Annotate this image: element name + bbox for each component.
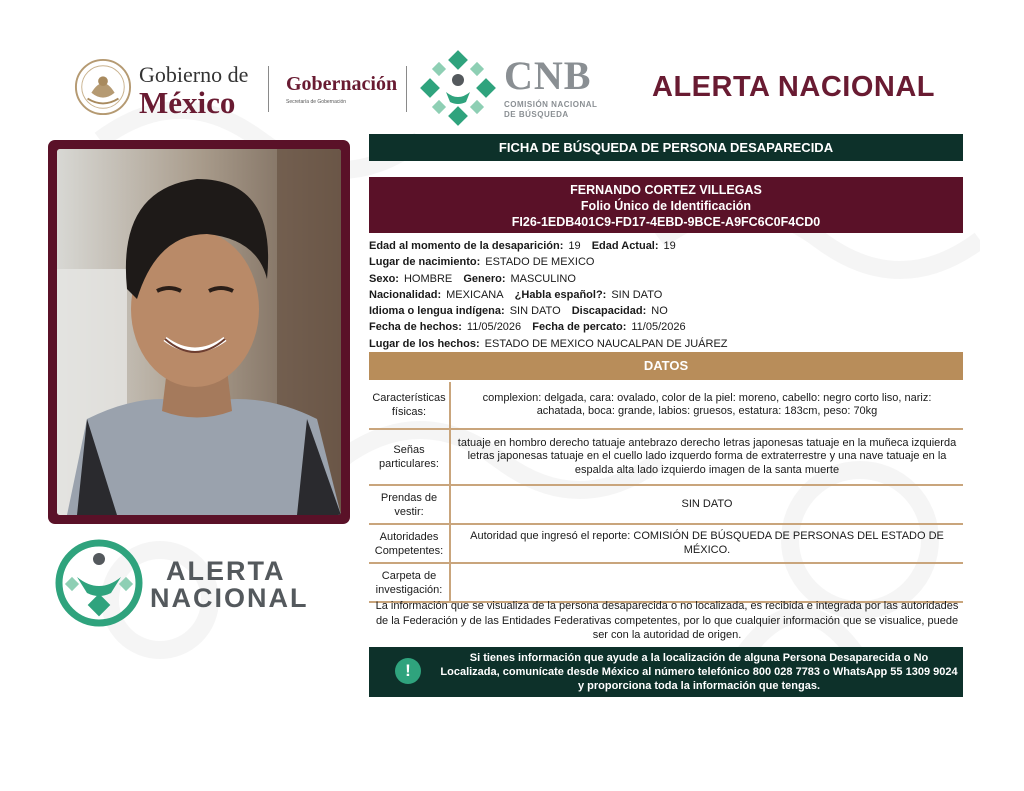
fecha-hechos-value: 11/05/2026: [466, 321, 522, 334]
cnb-line2: DE BÚSQUEDA: [504, 110, 569, 119]
lugar-hechos-label: Lugar de los hechos:: [369, 337, 480, 350]
habla-espanol-value: SIN DATO: [611, 288, 663, 301]
edad-actual-value: 19: [663, 240, 676, 252]
gobierno-de-mexico-logo: [139, 64, 248, 118]
folio-value: FI26-1EDB401C9-FD17-4EBD-9BCE-A9FC6C0F4CD0: [511, 215, 821, 229]
caracteristicas-label: Características físicas:: [369, 382, 451, 428]
alerta-logo-line2: NACIONAL: [150, 583, 309, 613]
person-photo: [57, 149, 341, 515]
sexo-value: HOMBRE: [403, 272, 453, 285]
datos-table: [369, 382, 963, 603]
alerta-logo-line1: ALERTA: [166, 556, 286, 586]
nacionalidad-value: MEXICANA: [446, 288, 504, 301]
carpeta-label: Carpeta de investigación:: [369, 564, 451, 601]
fecha-percato-label: Fecha de percato:: [532, 321, 627, 334]
info-row: [369, 336, 969, 352]
gob-line1: Gobierno de: [139, 62, 249, 87]
edad-actual-label: Edad Actual:: [591, 240, 659, 252]
alerta-nacional-logo-icon: [55, 539, 143, 627]
fecha-percato-value: 11/05/2026: [631, 321, 686, 334]
genero-label: Genero:: [463, 272, 506, 285]
info-row: [369, 254, 969, 270]
cnb-logo-icon: [420, 50, 496, 126]
cnb-acronym: CNB: [504, 53, 592, 98]
info-row: [369, 287, 969, 303]
person-info-block: [369, 238, 969, 352]
contact-bar: [369, 647, 963, 697]
prendas-value: SIN DATO: [681, 497, 733, 510]
table-row: [369, 525, 963, 564]
table-row: [369, 430, 963, 486]
nacionalidad-label: Nacionalidad:: [369, 288, 442, 301]
cnb-line1: COMISIÓN NACIONAL: [504, 100, 598, 109]
lugar-hechos-value: ESTADO DE MEXICO NAUCALPAN DE JUÁREZ: [484, 337, 728, 350]
idioma-value: SIN DATO: [509, 305, 561, 318]
info-row: [369, 319, 969, 335]
genero-value: MASCULINO: [510, 272, 576, 285]
person-portrait-icon: [57, 149, 341, 515]
info-row: [369, 238, 969, 254]
header-divider: [268, 66, 269, 112]
table-row: [369, 564, 963, 603]
edad-desaparicion-value: 19: [568, 240, 581, 252]
ficha-title-bar: FICHA DE BÚSQUEDA DE PERSONA DESAPARECIDA: [369, 134, 963, 161]
discapacidad-label: Discapacidad:: [571, 305, 647, 318]
senas-value: tatuaje en hombro derecho tatuaje antebrazo derecho letras japonesas tatuaje en la muñeca izquierda letras japonesas tatuaje en el cuello lado izquerdo forma de extraterrestre y una nave tatuaje en la espalda alta lado izquierdo imagen de la santa muerte: [457, 436, 957, 476]
person-name: FERNANDO CORTEZ VILLEGAS: [570, 183, 762, 197]
fecha-hechos-label: Fecha de hechos:: [369, 321, 462, 334]
person-photo-frame: [48, 140, 350, 524]
autoridades-value: Autoridad que ingresó el reporte: COMISIÓN DE BÚSQUEDA DE PERSONAS DEL ESTADO DE MÉXICO.: [470, 530, 944, 556]
datos-title-bar: DATOS: [369, 352, 963, 380]
table-row: [369, 486, 963, 525]
habla-espanol-label: ¿Habla español?:: [514, 288, 607, 301]
folio-label: Folio Único de Identificación: [580, 199, 752, 213]
gobernacion-subtitle: Secretaría de Gobernación: [286, 99, 347, 105]
alerta-nacional-logo-text: [150, 558, 309, 612]
gobernacion-title: Gobernación: [286, 73, 398, 95]
lugar-nacimiento-value: ESTADO DE MEXICO: [485, 256, 595, 269]
header-divider: [406, 66, 407, 112]
prendas-label: Prendas de vestir:: [369, 486, 451, 523]
idioma-label: Idioma o lengua indígena:: [369, 305, 505, 318]
table-row: [369, 382, 963, 430]
discapacidad-value: NO: [651, 305, 668, 318]
lugar-nacimiento-label: Lugar de nacimiento:: [369, 256, 481, 269]
info-row: [369, 271, 969, 287]
carpeta-value: [451, 564, 963, 601]
alerta-nacional-title: ALERTA NACIONAL: [652, 71, 935, 103]
gob-line2: México: [139, 85, 236, 120]
sexo-label: Sexo:: [369, 272, 399, 285]
info-row: [369, 303, 969, 319]
person-identity-bar: [369, 177, 963, 233]
disclaimer-text: La información que se visualiza de la persona desaparecida o no localizada, es recibida e integrada por las autoridades de la Federación y de las Entidades Federativas competentes, por lo que cualquier información que se visualice, puede ser con la autoridad de origen.: [375, 600, 959, 641]
caracteristicas-value: complexion: delgada, cara: ovalado, color de la piel: moreno, cabello: negro corto liso, nariz: achatada, boca: grande, labios: gruesos, estatura: 183cm, peso: 70kg: [482, 391, 932, 417]
cnb-logo-text: [504, 53, 624, 120]
edad-desaparicion-label: Edad al momento de la desaparición:: [369, 240, 564, 252]
national-seal-icon: [74, 58, 132, 116]
contact-text: Si tienes información que ayude a la localización de alguna Persona Desaparecida o No Localizada, comunícate desde México al número telefónico 800 028 7783 o WhatsApp 55 1309 9024 y proporciona toda la información que tengas.: [440, 652, 958, 692]
autoridades-label: Autoridades Competentes:: [369, 525, 451, 562]
exclamation-icon: !: [395, 658, 421, 684]
gobernacion-logo: [286, 73, 397, 105]
senas-label: Señas particulares:: [369, 430, 451, 484]
